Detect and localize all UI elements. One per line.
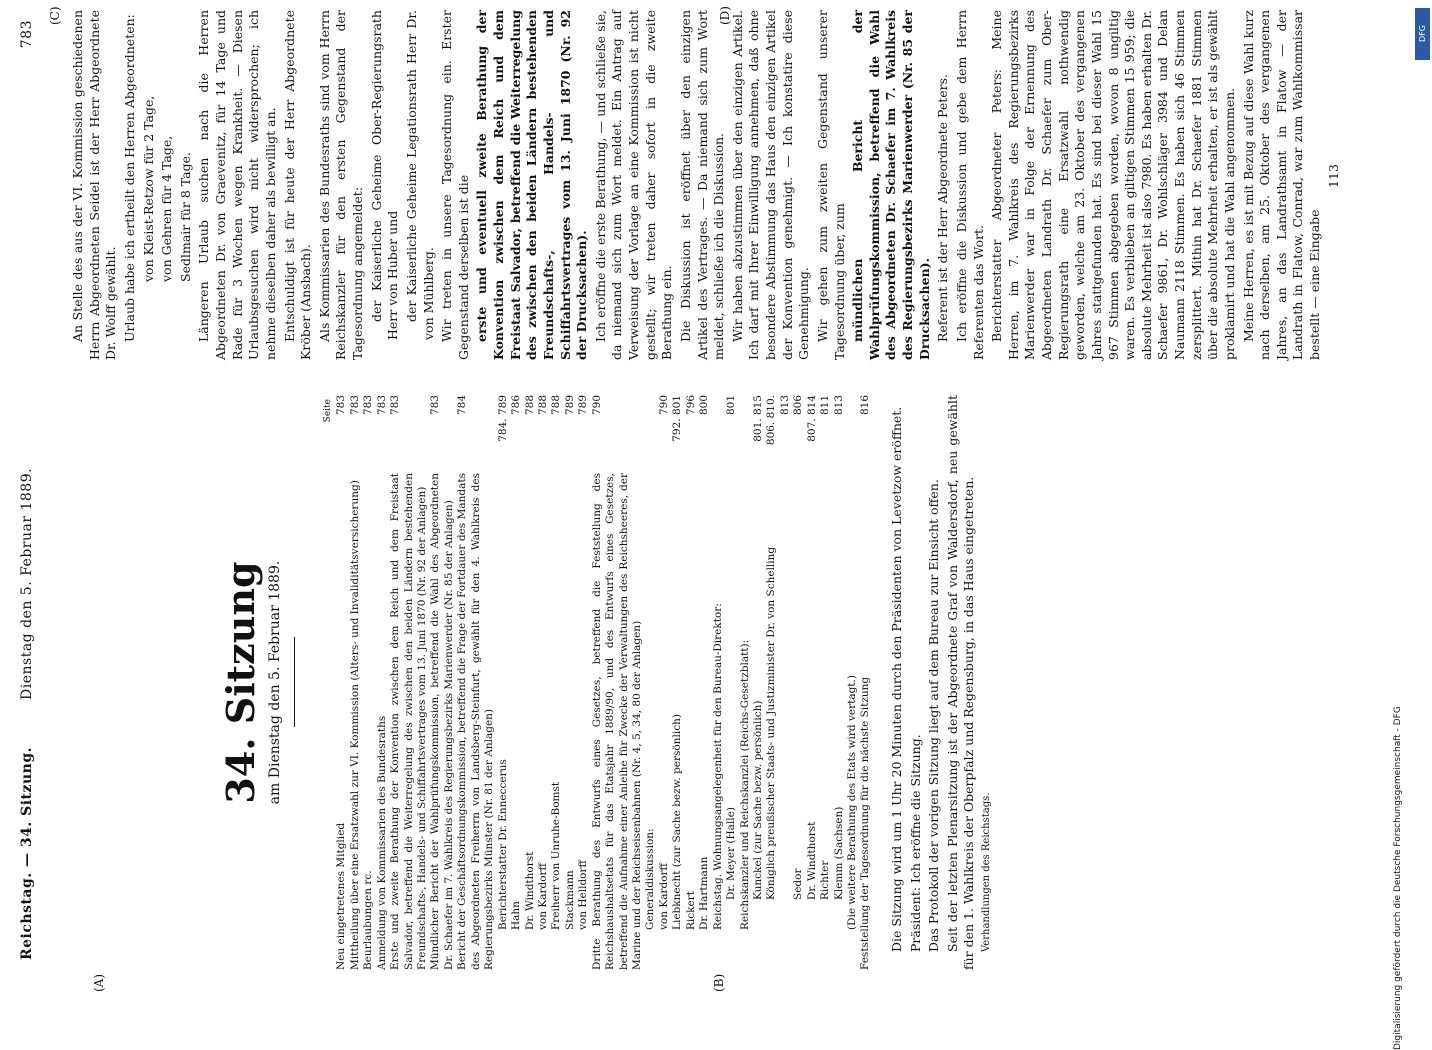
new-member-note: Seit der letzten Plenarsitzung ist der Abgeordnete Graf von Waldersdorf, neu gewählt für den 1. Wahlkreis der Oberpfalz und Regensburg, in das Haus eingetreten. <box>944 395 977 970</box>
toc-item-title: Dritte Berathung des Entwurfs eines Gesetzes, betreffend die Feststellung des Reichshaushaltsetats für das Etatsjahr 1889/90, und des Entwurfs eines Gesetzes, betreffend die Aufnahme einer Anleihe für Zwecke der Verwaltungen des Reichsheeres, der Marine und der Reichseisenbahnen (Nr. 4, 5, 34, 80 der Anlagen) <box>590 473 643 970</box>
toc-item-title: Dr. Meyer (Halle) <box>725 807 738 900</box>
toc-item-title: Reichstag. Wohnungsangelegenheit für den Bureau-Direktor: <box>711 603 724 930</box>
toc-item <box>497 395 510 970</box>
toc-item-page: 783 <box>348 395 361 416</box>
right-p5: Als Kommissarien des Bundesraths sind vom Herrn Reichskanzler für den ersten Gegenstand der Tagesordnung angemeldet: <box>316 10 365 360</box>
right-p13: Wir gehen zum zweiten Gegenstand unserer Tagesordnung über, zum <box>814 10 847 360</box>
right-p2: Urlaub habe ich ertheilt den Herren Abgeordneten: <box>121 14 137 342</box>
toc-item-page: 800 <box>698 395 711 416</box>
signature-number: 113 <box>1325 164 1341 188</box>
right-p1: An Stelle des aus der VI. Kommission geschiedenen Herrn Abgeordneten Seidel ist der Herr Abgeordnete Dr. Wolff gewählt. <box>70 10 119 360</box>
toc-item-title: von Helldorff <box>577 860 590 930</box>
toc-item <box>349 395 362 970</box>
leave-item-3: Sedlmair für 8 Tage. <box>177 152 193 282</box>
toc-item-page: 783 <box>429 395 442 416</box>
toc-item-title: von Kardorff <box>657 863 670 930</box>
right-p11: Die Diskussion ist eröffnet über den einzigen Artikel des Vertrages. — Da niemand sich zum Wort meldet, schließe ich die Diskussion. <box>677 10 727 360</box>
toc-item <box>335 395 348 970</box>
toc-item-title: Rickert <box>684 891 697 930</box>
title-rule <box>294 638 295 728</box>
toc-item-page: 813 <box>832 395 845 416</box>
toc-item-title: Freiherr von Unruhe-Bomst <box>550 781 563 930</box>
right-p18: Meine Herren, es ist mit Bezug auf diese Wahl kurz nach derselben, am 25. Oktober des vergangenen Jahres, an das Landrathsamt in Flatow — der Landrath in Flatow, Conrad, war zum Wahlkommissar bestellt — eine Eingabe <box>1240 10 1322 360</box>
toc-item-title: Liebknecht (zur Sache bezw. persönlich) <box>671 714 684 930</box>
right-p7: der Kaiserliche Geheime Legationsrath Herr Dr. von Mühlberg. <box>403 10 436 340</box>
right-p17: Berichterstatter Abgeordneter Peters: Meine Herren, im 7. Wahlkreis des Regierungsbezirks Marienwerder war in Folge der Ernennung des Abgeordneten Landrath Dr. Schaefer zum Ober-Regierungsrath eine Ersatzwahl nothwendig geworden, welche am 23. Oktober des vergangenen Jahres stattgefunden hat. Es sind bei dieser Wahl 15 967 Stimmen abgegeben worden, wovon 8 ungiltig waren. Es verblieben an giltigen Stimmen 15 959; die absolute Mehrheit ist also 7980. Es haben erhalten Dr. Schaefer 9861, Dr. Wohlschläger 3984 und Delan Naumann 2118 Stimmen. Es haben sich 46 Stimmen zersplittert. Mithin hat Dr. Schaefer 1881 Stimmen über die absolute Mehrheit erhalten, er ist als gewählt proklamirt und hat die Wahl angenommen. <box>989 10 1237 360</box>
margin-marker-d: (D) <box>718 6 732 25</box>
right-p15: Referent ist der Herr Abgeordnete Peters. <box>935 73 951 342</box>
toc-item-page: 783 <box>335 395 348 416</box>
toc-item-title: Dr. Hartmann <box>698 856 711 930</box>
toc-item <box>658 395 671 970</box>
toc-item <box>429 395 456 970</box>
toc-item <box>389 395 429 970</box>
header-date: Dienstag den 5. Februar 1889. <box>19 467 35 700</box>
toc-item <box>524 395 537 970</box>
toc-seite-label: Seite <box>323 399 334 423</box>
toc-item-page: 796 <box>684 395 697 416</box>
right-p6: der Kaiserliche Geheime Ober-Regierungsrath Herr von Huber und <box>368 10 401 340</box>
toc-item-page: 790 <box>657 395 670 416</box>
toc-item-page <box>712 395 725 465</box>
toc-item-page <box>739 395 752 465</box>
toc-item-page: 784. 789 <box>496 395 509 442</box>
right-column <box>70 10 1344 360</box>
toc-item <box>819 395 832 970</box>
toc-item-page: 789 <box>577 395 590 416</box>
toc-item <box>685 395 698 970</box>
right-p3: Längeren Urlaub suchen nach die Herren Abgeordneten Dr. von Graevenitz, für 14 Tage und Rade für 3 Wochen wegen Krankheit. — Diesen Urlaubsgesuchen wird nicht widersprochen; ich nehme dieselben daher als bewilligt an. <box>196 10 278 360</box>
toc-item-title: Dr. Windthorst <box>805 821 818 900</box>
right-p10: Ich eröffne die erste Berathung, — und schließe sie, da niemand sich zum Wort meldet. Ein Antrag auf Verweisung der Vorlage an eine Kommission ist nicht gestellt; wir treten daher sofort in die zweite Berathung ein. <box>592 10 675 360</box>
toc-item <box>577 395 590 970</box>
toc-item-page <box>846 395 859 465</box>
toc-item <box>537 395 550 970</box>
toc-item-page: 784 <box>456 395 469 416</box>
toc-item <box>644 395 657 970</box>
toc-item-page: 806 <box>792 395 805 416</box>
president-opening: Präsident: Ich eröffne die Sitzung. <box>907 734 923 952</box>
dfg-badge: DFG <box>1415 8 1430 60</box>
toc-item-title: Richter <box>819 860 832 900</box>
toc-item-page: 792. 801 <box>671 395 684 442</box>
toc-item <box>376 395 389 970</box>
toc-item-page: 816 <box>859 395 872 416</box>
toc-item-title: Berichterstatter Dr. Enneccerus <box>496 759 509 930</box>
toc-item-page: 801 <box>725 395 738 416</box>
toc-item-title: von Kardorff <box>536 863 549 930</box>
toc-item-page: 783 <box>389 395 402 416</box>
right-p16: Ich eröffne die Diskussion und gebe dem Herrn Referenten das Wort. <box>953 10 986 360</box>
margin-marker-c: (C) <box>48 6 62 25</box>
toc-item-title: Bericht der Geschäftsordnungskommission, betreffend die Frage der Fortdauer des Mandats des Abgeordneten Freiherrn von Landsberg-Steinfurt, gewählt für den 4. Wahlkreis des Regierungsbezirks Münster (Nr. 81 der Anlagen) <box>456 473 496 970</box>
toc-item <box>806 395 819 970</box>
table-of-contents <box>335 395 873 970</box>
digitization-credit: Digitalisierung gefördert durch die Deutsche Forschungsgemeinschaft - DFG <box>1393 706 1403 1050</box>
toc-item-page: 790 <box>590 395 603 416</box>
right-p4: Entschuldigt ist für heute der Herr Abgeordnete Kröber (Ansbach). <box>281 10 314 360</box>
session-title: 34. Sitzung <box>218 561 263 804</box>
toc-item-page: 788 <box>550 395 563 416</box>
toc-item <box>510 395 523 970</box>
leave-item-1: von Kleist-Retzow für 2 Tage, <box>140 95 156 282</box>
toc-item <box>765 395 792 970</box>
toc-item-page: 807. 814 <box>805 395 818 442</box>
toc-item-title: Beurlaubungen rc. <box>362 870 375 970</box>
toc-item <box>846 395 859 970</box>
page-header <box>18 0 38 1000</box>
toc-item-title: Generaldiskussion: <box>644 828 657 930</box>
toc-item <box>564 395 577 970</box>
toc-item-page: 788 <box>536 395 549 416</box>
protocol-note: Das Protokoll der vorigen Sitzung liegt auf dem Bureau zur Einsicht offen. <box>926 479 942 952</box>
toc-item-page: 806. 810. 813 <box>765 395 791 446</box>
toc-item <box>859 395 872 970</box>
toc-item-title: Neu eingetretenes Mitglied <box>335 822 348 970</box>
right-p8: Wir treten in unsere Tagesordnung ein. Erster Gegenstand derselben ist die <box>439 10 471 360</box>
session-subtitle: am Dienstag den 5. Februar 1889. <box>266 560 283 805</box>
toc-item-title: Königlich preußischer Staats- und Justizminister Dr. von Schelling <box>765 546 778 900</box>
toc-item <box>752 395 765 970</box>
toc-item-page: 789 <box>563 395 576 416</box>
toc-item-title: Feststellung der Tagesordnung für die nächste Sitzung <box>859 676 872 970</box>
toc-item <box>671 395 684 970</box>
toc-item-page: 786 <box>510 395 523 416</box>
toc-item-page: 783 <box>375 395 388 416</box>
toc-item-title: Mittheilung über eine Ersatzwahl zur VI. Kommission (Alters- und Invaliditätsversicherung) <box>348 480 361 970</box>
toc-item <box>591 395 645 970</box>
toc-item-page: 811 <box>819 395 832 416</box>
opening-paragraph: Die Sitzung wird um 1 Uhr 20 Minuten durch den Präsidenten von Levetzow eröffnet. <box>888 406 904 952</box>
toc-item <box>712 395 725 970</box>
toc-item-title: Dr. Windthorst <box>523 851 536 930</box>
toc-item-title: Kunckel (zur Sache bezw. persönlich) <box>751 700 764 900</box>
toc-item <box>362 395 375 970</box>
toc-item-page: 788 <box>523 395 536 416</box>
leave-item-2: von Gehren für 4 Tage, <box>159 135 175 282</box>
margin-marker-b: (B) <box>712 973 726 992</box>
toc-item-page: 783 <box>362 395 375 416</box>
toc-item-page <box>644 395 657 465</box>
toc-item-title: Sedor <box>792 868 805 900</box>
toc-item <box>833 395 846 970</box>
header-left: Reichstag. — 34. Sitzung. <box>19 747 35 960</box>
toc-item-title: Anmeldung von Kommissarien des Bundesraths <box>375 715 388 970</box>
toc-item-title: Erste und zweite Berathung der Konvention zwischen dem Reich und dem Freistaat Salvador, betreffend die Weiterregelung des zwischen den beiden Ländern bestehenden Freundschafts-, Handels- und Schiffahrtsvertrages vom 13. Juni 1870 (Nr. 92 der Anlagen) <box>389 473 428 970</box>
toc-item <box>698 395 711 970</box>
margin-marker-a: (A) <box>92 973 106 992</box>
toc-item <box>725 395 738 970</box>
page-number: 783 <box>19 20 35 49</box>
footer-source: Verhandlungen des Reichstags. <box>981 792 992 952</box>
toc-item-title: Stackmann <box>563 870 576 930</box>
toc-item-title: Mündlicher Bericht der Wahlprüfungskommission, betreffend die Wahl des Abgeordneten Dr. Schaefer im 7. Wahlkreis des Regierungsbezirks Marienwerder (Nr. 85 der Anlagen) <box>429 473 455 970</box>
toc-item <box>739 395 752 970</box>
toc-item-page: 801. 815 <box>751 395 764 442</box>
toc-item <box>456 395 496 970</box>
right-p12: Wir haben abzustimmen über den einzigen Artikel. Ich darf mit Ihrer Einwilligung annehmen, daß ohne besondere Abstimmung das Haus den einzigen Artikel der Konvention genehmigt. — Ich konstatire diese Genehmigung. <box>729 10 812 360</box>
toc-item-title: (Die weitere Berathung des Etats wird vertagt.) <box>846 675 858 930</box>
toc-item <box>792 395 805 970</box>
toc-item <box>550 395 563 970</box>
left-column <box>70 395 995 970</box>
agenda-item-1: erste und eventuell zweite Berathung der Konvention zwischen dem Reich und dem Freistaat Salvador, betreffend die Weiterregelung des zwischen den beiden Ländern bestehenden Freundschafts-, Handels- und Schiffahrtsvertrages vom 13. Juni 1870 (Nr. 92 der Drucksachen). <box>474 10 590 360</box>
toc-item-title: Reichskanzler und Reichskanzlei (Reichs-Gesetzblatt): <box>738 639 751 930</box>
toc-item-title: Hahn <box>510 901 523 930</box>
toc-item-title: Klemm (Sachsen) <box>832 806 845 900</box>
agenda-item-2: mündlichen Bericht der Wahlprüfungskommission, betreffend die Wahl des Abgeordneten Dr. Schaefer im 7. Wahlkreis des Regierungsbezirks Marienwerder (Nr. 85 der Drucksachen). <box>850 10 932 360</box>
